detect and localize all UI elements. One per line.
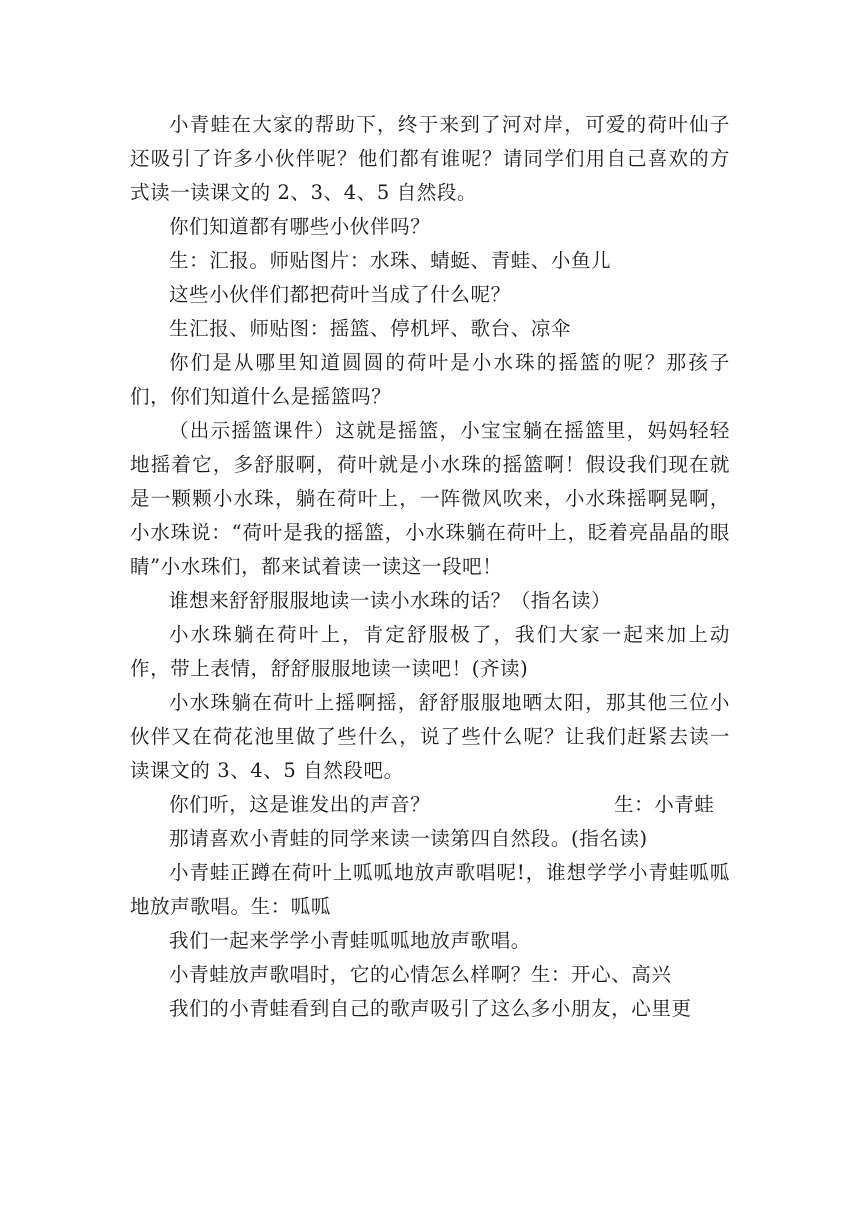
paragraph: 小青蛙在大家的帮助下，终于来到了河对岸，可爱的荷叶仙子还吸引了许多小伙伴呢？他们都有谁呢？请同学们用自己喜欢的方式读一读课文的 2、3、4、5 自然段。	[130, 113, 730, 204]
paragraph: （出示摇篮课件）这就是摇篮，小宝宝躺在摇篮里，妈妈轻轻地摇着它，多舒服啊，荷叶就是小水珠的摇篮啊！假设我们现在就是一颗颗小水珠，躺在荷叶上，一阵微风吹来，小水珠摇啊晃啊，小水珠说：“荷叶是我的摇篮，小水珠躺在荷叶上，眨着亮晶晶的眼睛”小水珠们，都来试着读一读这一段吧！	[130, 419, 730, 578]
paragraph: 小青蛙正蹲在荷叶上呱呱地放声歌唱呢!，谁想学学小青蛙呱呱地放声歌唱。生：呱呱	[130, 861, 730, 918]
paragraph: 生：汇报。师贴图片：水珠、蜻蜓、青蛙、小鱼儿	[169, 249, 612, 272]
paragraph: 小水珠躺在荷叶上摇啊摇，舒舒服服地晒太阳，那其他三位小伙伴又在荷花池里做了些什么，说了些什么呢？让我们赶紧去读一读课文的 3、4、5 自然段吧。	[130, 691, 730, 782]
paragraph: 那请喜欢小青蛙的同学来读一读第四自然段。(指名读)	[169, 827, 648, 850]
question-text: 你们听，这是谁发出的声音？	[169, 793, 431, 816]
paragraph: 我们的小青蛙看到自己的歌声吸引了这么多小朋友，心里更	[169, 997, 692, 1020]
paragraph: 小水珠躺在荷叶上，肯定舒服极了，我们大家一起来加上动作，带上表情，舒舒服服地读一读吧！(齐读)	[130, 623, 730, 680]
paragraph: 你们是从哪里知道圆圆的荷叶是小水珠的摇篮的呢？那孩子们，你们知道什么是摇篮吗？	[130, 351, 730, 408]
paragraph: 谁想来舒舒服服地读一读小水珠的话？（指名读）	[169, 589, 612, 612]
paragraph: 小青蛙放声歌唱时，它的心情怎么样啊？生：开心、高兴	[169, 963, 672, 986]
paragraph: 这些小伙伴们都把荷叶当成了什么呢？	[169, 283, 511, 306]
paragraph: 我们一起来学学小青蛙呱呱地放声歌唱。	[169, 929, 531, 952]
question-answer-line	[130, 788, 730, 822]
answer-text: 生：小青蛙	[614, 793, 715, 816]
paragraph: 你们知道都有哪些小伙伴吗？	[169, 215, 431, 238]
document-body	[130, 108, 730, 1026]
paragraph: 生汇报、师贴图：摇篮、停机坪、歌台、凉伞	[169, 317, 572, 340]
